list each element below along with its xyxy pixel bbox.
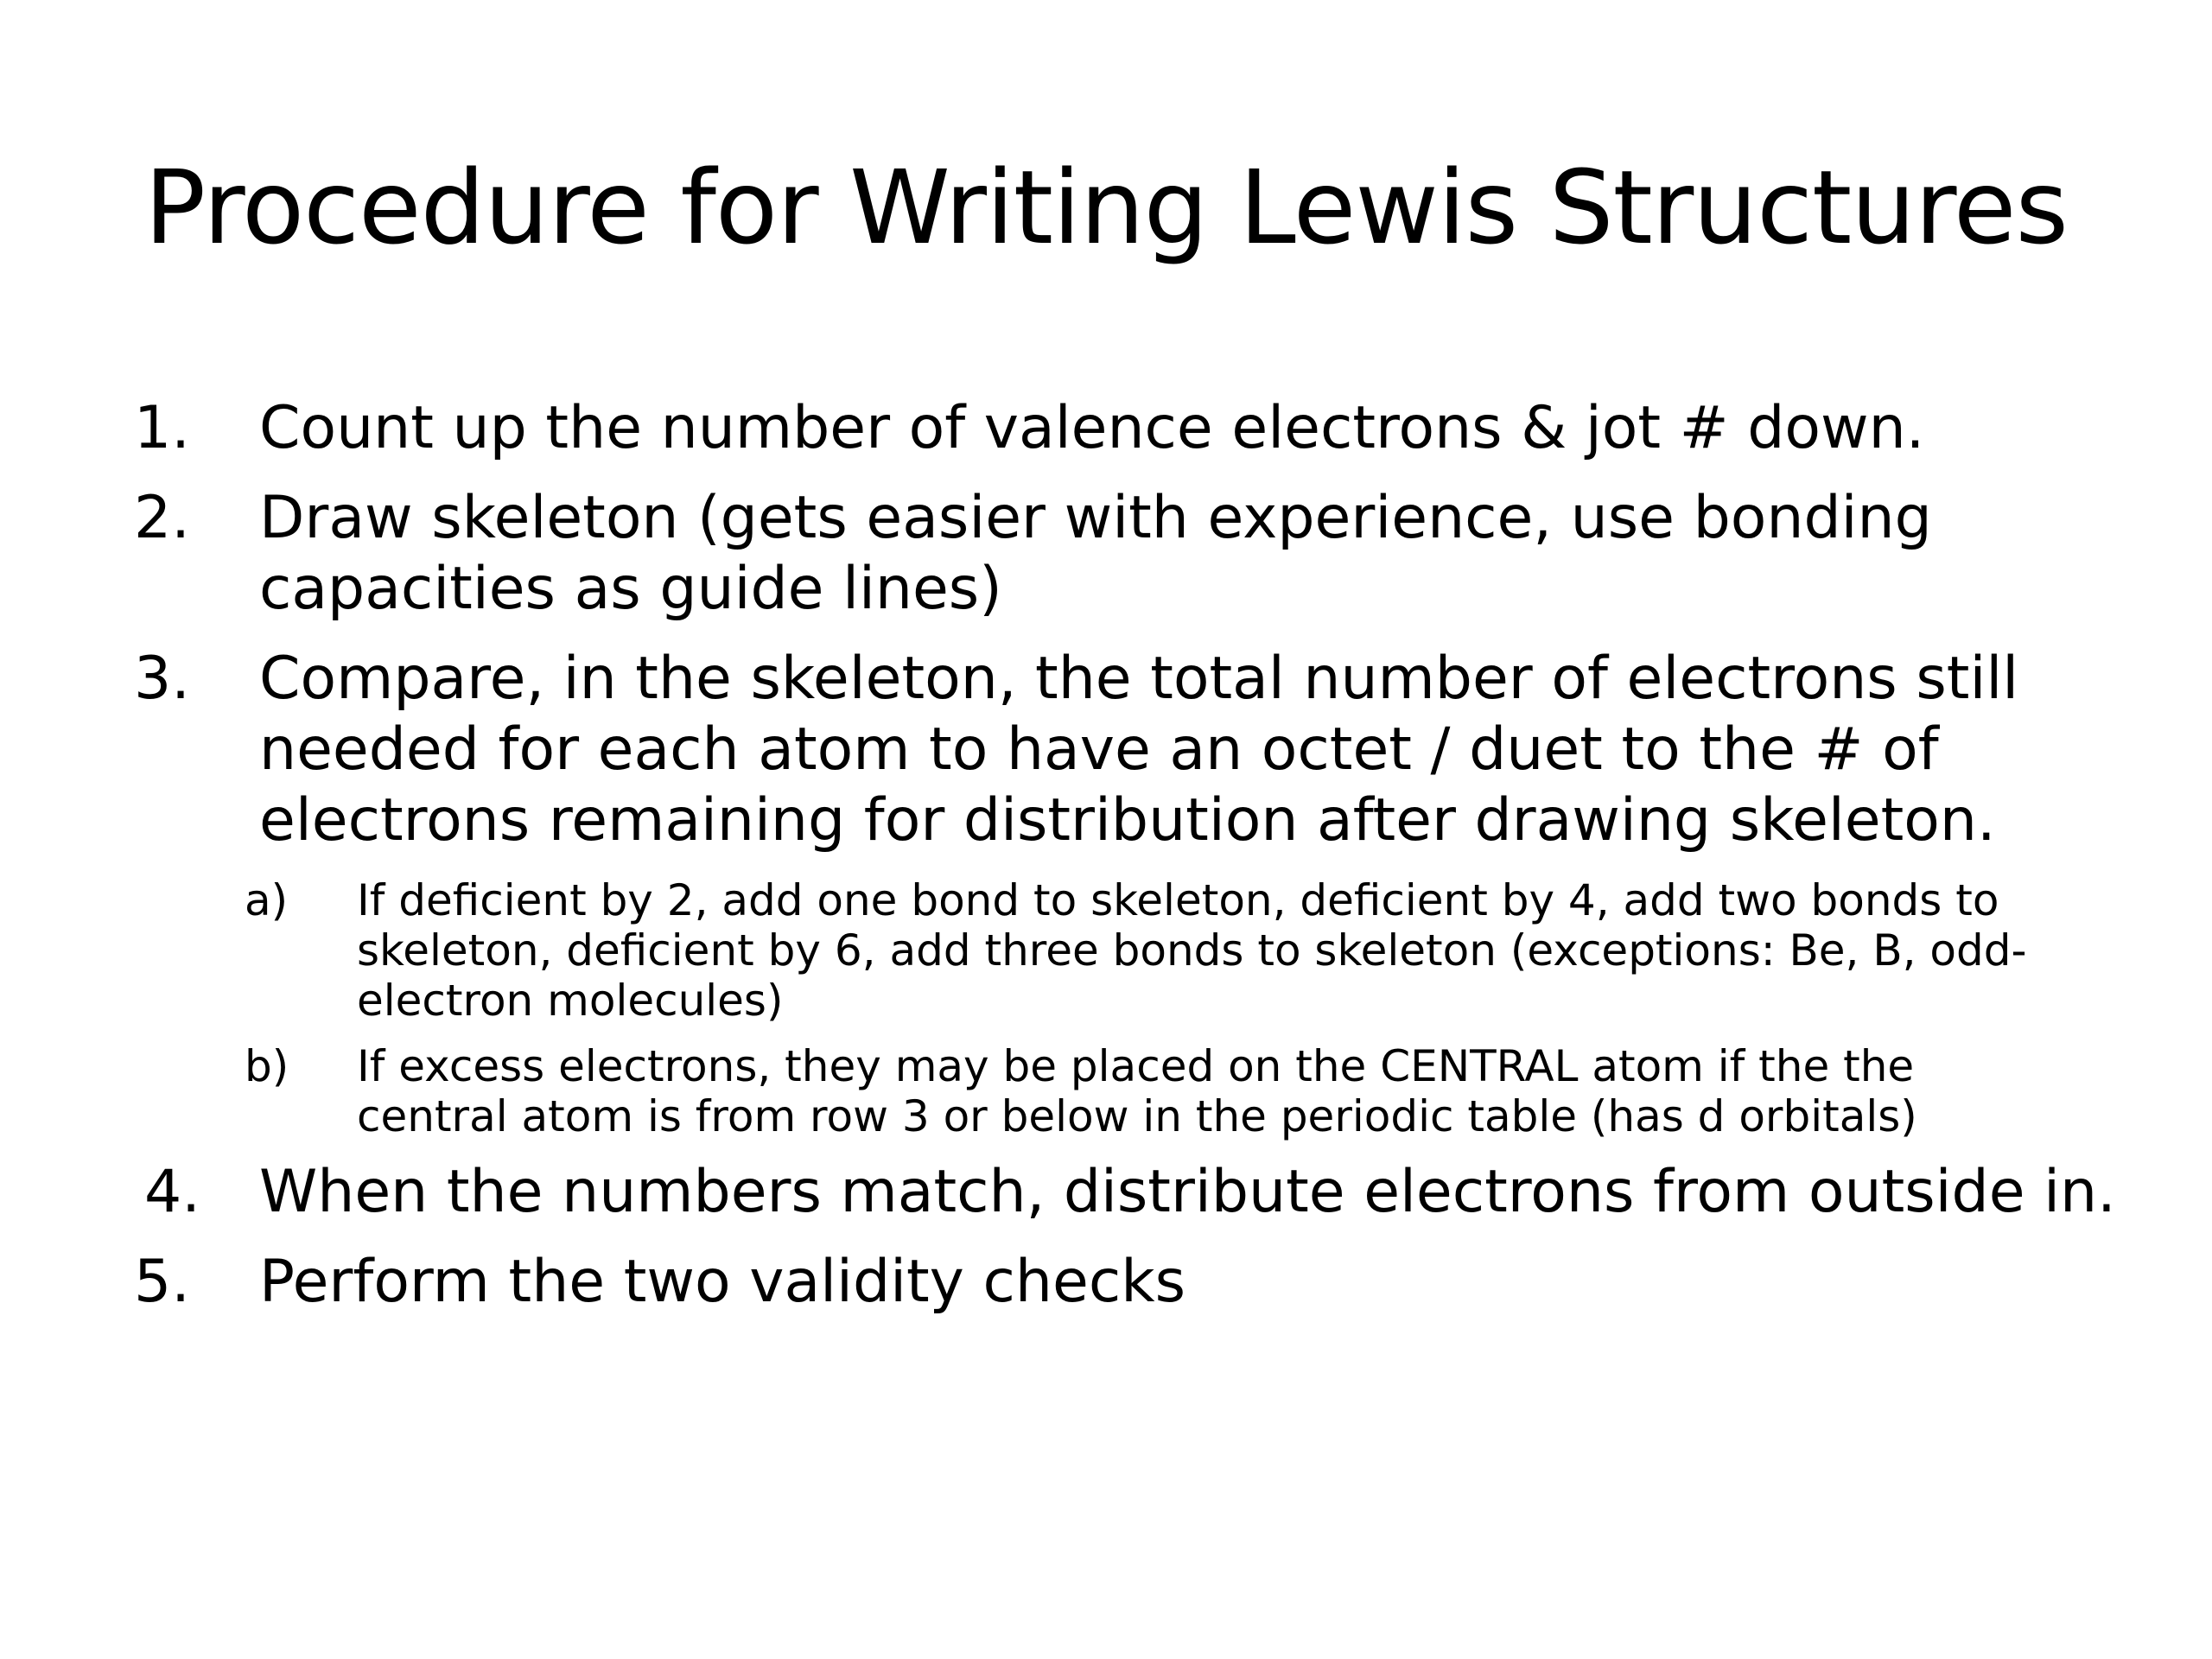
- substep-letter: a): [245, 875, 289, 925]
- substep-text: If excess electrons, they may be placed on the CENTRAL atom if the the central atom is from row 3 or below in the periodic table (has d orbitals): [357, 1041, 1917, 1141]
- step-text: Count up the number of valence electrons & jot # down.: [259, 394, 1925, 462]
- step-number: 1.: [134, 394, 190, 462]
- step-number: 2.: [134, 484, 190, 552]
- substep-b: [245, 1041, 2076, 1141]
- steps-list: [0, 393, 2212, 1337]
- step-4: [134, 1157, 2117, 1228]
- step-text: When the numbers match, distribute electrons from outside in.: [259, 1158, 2116, 1226]
- step-number: 3.: [134, 645, 190, 713]
- step-number: 5.: [134, 1248, 190, 1316]
- step-text: Perform the two validity checks: [259, 1248, 1186, 1316]
- substep-text: If deficient by 2, add one bond to skeleton, deficient by 4, add two bonds to skeleton, deficient by 6, add three bonds to skeleton (exceptions: Be, B, odd-electron molecules): [357, 875, 2027, 1026]
- substep-a: [245, 875, 2076, 1026]
- step-1: [134, 393, 2117, 464]
- step-text: Draw skeleton (gets easier with experience, use bonding capacities as guide lines): [259, 484, 1932, 623]
- slide-title: Procedure for Writing Lewis Structures: [143, 148, 2068, 267]
- step-2: [134, 483, 2117, 625]
- substep-letter: b): [245, 1041, 289, 1091]
- step-number: 4.: [144, 1158, 200, 1226]
- step-5: [134, 1247, 2117, 1318]
- step-3-substeps: [0, 875, 2212, 1141]
- step-text: Compare, in the skeleton, the total number of electrons still needed for each atom to have an octet / duet to the # of electrons remaining for distribution after drawing skeleton.: [259, 645, 2019, 855]
- step-3: [134, 644, 2117, 856]
